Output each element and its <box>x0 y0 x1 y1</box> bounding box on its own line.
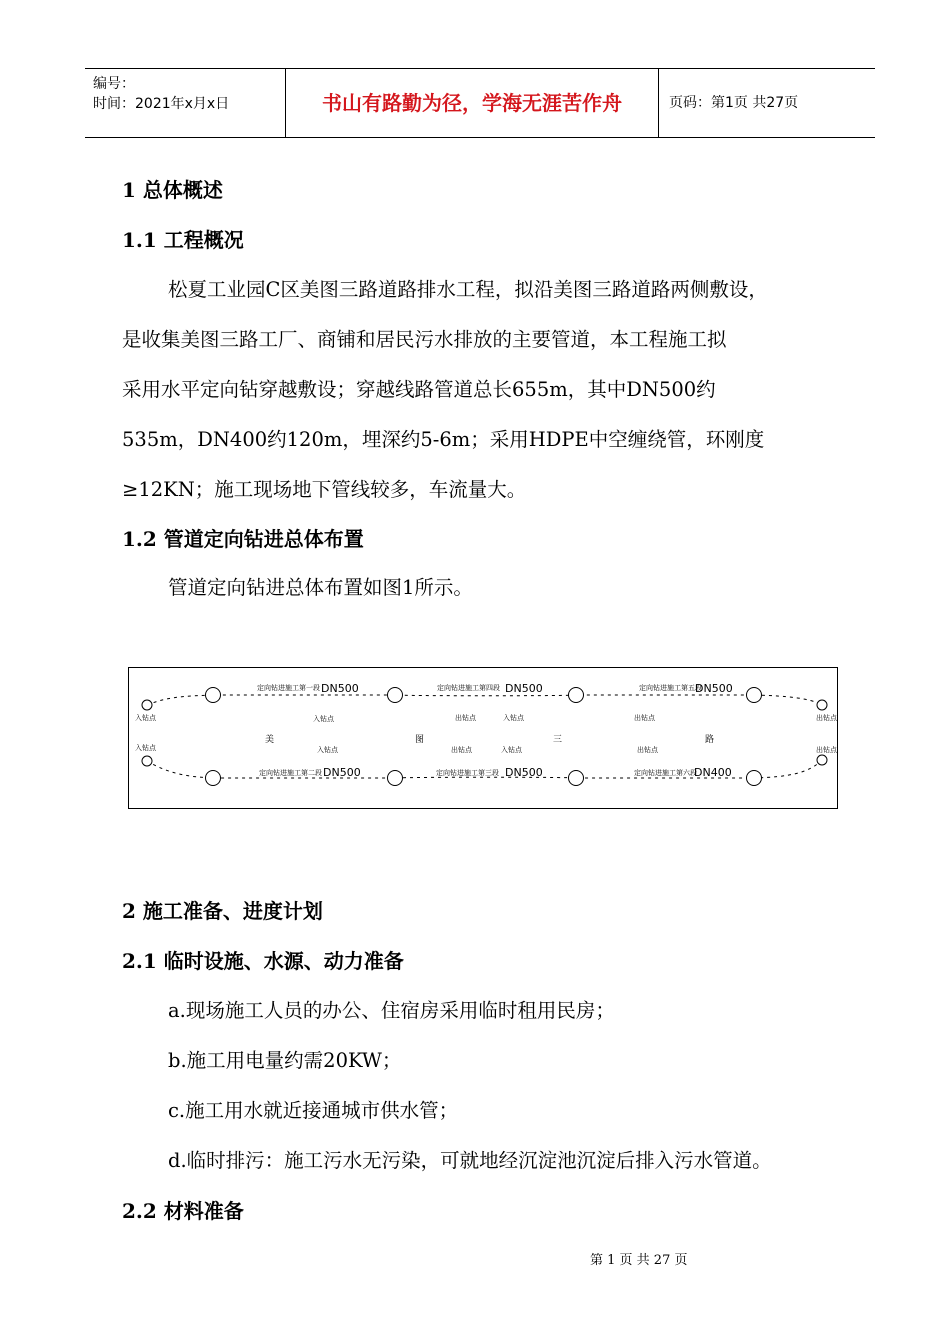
pipe-size-label: DN500 <box>505 766 543 779</box>
exit-point-label: 出钻点 <box>816 746 837 754</box>
exit-point-label: 出钻点 <box>455 714 476 722</box>
page-header <box>85 68 875 138</box>
pipe-size-label: DN500 <box>321 682 359 695</box>
exit-point-label: 出钻点 <box>451 746 472 754</box>
shaft-circle <box>388 688 403 703</box>
list-item: a.现场施工人员的办公、住宿房采用临时租用民房； <box>168 999 615 1022</box>
pipe-size-label: DN500 <box>695 682 733 695</box>
entry-point-label: 入钻点 <box>317 746 338 754</box>
shaft-circle <box>569 771 584 786</box>
paragraph-line: 采用水平定向钻穿越敷设；穿越线路管道总长655m，其中DN500约 <box>122 378 716 401</box>
paragraph-line: 松夏工业园C区美图三路道路排水工程，拟沿美图三路道路两侧敷设， <box>168 278 768 301</box>
shaft-circle <box>388 771 403 786</box>
section-1-heading: 1 总体概述 <box>122 178 223 202</box>
entry-point-label: 入钻点 <box>503 714 524 722</box>
section-2-1-heading: 2.1 临时设施、水源、动力准备 <box>122 949 404 973</box>
shaft-circle <box>206 688 221 703</box>
list-item: c.施工用水就近接通城市供水管； <box>168 1099 459 1122</box>
section-1-2-heading: 1.2 管道定向钻进总体布置 <box>122 527 364 551</box>
entry-point-circle <box>142 756 152 766</box>
doc-time-label: 时间：2021年x月x日 <box>93 96 230 112</box>
list-item: b.施工用电量约需20KW； <box>168 1049 402 1072</box>
figure-reference-text: 管道定向钻进总体布置如图1所示。 <box>168 576 473 599</box>
entry-point-label: 入钻点 <box>501 746 522 754</box>
pipe-size-label: DN500 <box>505 682 543 695</box>
list-item: d.临时排污：施工污水无污染，可就地经沉淀池沉淀后排入污水管道。 <box>168 1149 772 1172</box>
road-name-char: 图 <box>415 735 425 745</box>
road-name-char: 路 <box>705 735 715 745</box>
entry-point-label: 入钻点 <box>135 744 156 752</box>
pipe-size-label: DN400 <box>694 766 732 779</box>
header-motto: 书山有路勤为径，学海无涯苦作舟 <box>286 69 659 137</box>
road-name-char: 三 <box>553 735 563 745</box>
paragraph-line: ≥12KN；施工现场地下管线较多，车流量大。 <box>122 478 527 501</box>
segment-label: 定向钻进施工第五段 <box>639 684 702 692</box>
paragraph-line: 535m，DN400约120m，埋深约5-6m；采用HDPE中空缠绕管，环刚度 <box>122 428 765 451</box>
exit-point-label: 出钻点 <box>637 746 658 754</box>
segment-label: 定向钻进施工第四段 <box>437 684 500 692</box>
entry-point-label: 入钻点 <box>135 714 156 722</box>
section-2-2-heading: 2.2 材料准备 <box>122 1199 244 1223</box>
layout-diagram <box>129 668 837 808</box>
page-footer: 第 1 页 共 27 页 <box>590 1253 688 1268</box>
header-meta-cell <box>85 69 286 137</box>
entry-point-label: 入钻点 <box>313 715 334 723</box>
shaft-circle <box>206 771 221 786</box>
shaft-circle <box>569 688 584 703</box>
entry-point-circle <box>142 700 152 710</box>
segment-label: 定向钻进施工第六段 <box>634 769 697 777</box>
shaft-circle <box>747 688 762 703</box>
section-2-heading: 2 施工准备、进度计划 <box>122 899 323 923</box>
exit-point-label: 出钻点 <box>634 714 655 722</box>
segment-label: 定向钻进施工第三段 <box>436 769 499 777</box>
exit-point-circle <box>817 755 827 765</box>
drilling-layout-figure <box>128 667 838 809</box>
exit-point-label: 出钻点 <box>816 714 837 722</box>
segment-label: 定向钻进施工第一段 <box>257 684 320 692</box>
exit-point-circle <box>817 700 827 710</box>
segment-label: 定向钻进施工第二段 <box>259 769 322 777</box>
shaft-circle <box>747 771 762 786</box>
road-name-char: 美 <box>265 735 275 745</box>
header-page-label: 页码：第1页 共27页 <box>669 95 799 111</box>
pipe-size-label: DN500 <box>323 766 361 779</box>
paragraph-line: 是收集美图三路工厂、商铺和居民污水排放的主要管道，本工程施工拟 <box>122 328 727 351</box>
section-1-1-heading: 1.1 工程概况 <box>122 228 244 252</box>
doc-number-label: 编号： <box>93 76 135 92</box>
